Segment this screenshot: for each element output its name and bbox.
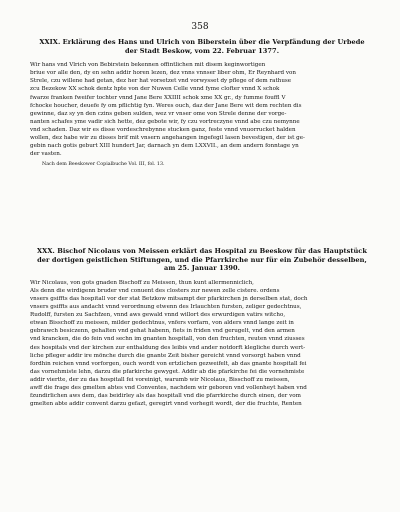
body-line: gewinne, daz sy yn den czins geben sulden, wez vr vnser ome von Strele denne der vorge- [30,110,287,117]
document-xxix-title-text-1: Erklärung des Hans und Ulrich von Biberstein über die Verpfändung der Urbede [62,38,365,46]
document-xxix [30,38,374,167]
page-number: 358 [191,22,209,32]
document-xxx-title-line-1 [30,247,374,256]
document-xxx-number: XXX. [37,247,55,255]
document-xxix-number: XXIX. [39,38,61,46]
body-line: gebrawch besiczenn, gehalten vnd gehat habenn, fiets in friden vnd gerugelt, vnd den armen [30,328,295,335]
document-xxx-title-line-3: am 25. Januar 1390. [164,264,240,273]
document-xxx-body [30,279,374,409]
body-line: fchocke houcher, deuefe fy om pflichtig fyn. Weres ouch, daz der Jane Bere wit dem rechten dis [30,102,302,109]
body-line: Wir hans vnd Vlrich von Bebirstein bekennen offintlichen mit disem keginwortigen [30,62,266,69]
document-xxx-title-line-2: der dortigen geistlichen Stiftungen, und die Pfarrkirche nur für ein Zubehör desselben, [37,255,367,264]
body-line: des hospitals vnd der kirchen zur enthaldung des leibis vnd ander notdorft klegliche durch wert- [30,344,306,351]
document-xxix-title-line-1 [30,38,374,47]
body-line: der vasten. [30,151,62,158]
body-line: Wir Nicolaus, von gots gnaden Bischoff zu Meissen, thun kunt allermenniclich, [30,279,254,286]
body-line: das vornehmiste lehn, darzu die pfarkirche gewyget. Addir ab die pfarkirche fei die vornehmiste [30,368,305,375]
body-line: zcu Bezekow XX schok dentz hpte von der Nuwen Celle vnnd fyme clofter vnnd X schok [30,86,280,93]
document-xxix-title-line-2: der Stadt Beskow, vom 22. Februar 1377. [124,46,280,55]
body-line: wollen, dez habe wir zu disses brif mit vnsern angehangen ingefegil lasen bevestigen, der ist ge- [30,135,305,142]
document-xxix-body [30,61,374,158]
body-line: gebin nach gotis geburt XIII hundert Jar, darnach yn dem LXXVII., an dem andern fonntage yn [30,143,299,150]
body-line: liche pfleger addir ire mönche durch die gnante Zeit bisher gereicht vnnd vorsorgt haben vnnd [30,352,301,359]
document-xxx-title-text-1: Bischof Nicolaus von Meissen erklärt das Hospital zu Beeskow für das Hauptstück [57,247,367,255]
body-line: briue vor alle den, dy en sehn addir horen lezen, dez vnns vnnser liber ohm, Er Reynhard von [30,70,297,77]
body-line: vnsers gsiffts aus andacht vnnd verordnung etwenn des Irlauchten fursten, zeliger gedechtnus, [30,304,302,311]
body-line: Rudolff, fursten zu Sachfzen, vnnd aws gewald vnnd willort des erwurdigen vatirs witcho, [30,312,286,319]
body-line: fwarze franken fweifer tochter vnnd Jane Bere XXIIII schok xme XX gr., dy fumme fouffl V [30,94,286,101]
body-line: etwan Bisschoff zu meissen, milder gedechtnus, vnfers vorfarn, von alders vnnd lange zeit in [30,320,294,327]
body-line: awff die frage des gmelten abtes vnd Conventes, nachdem wir geboren vnd vollenheyt haben vnd [30,385,307,391]
body-line: fordhin reichen vnnd vorforgen, ouch wordt von ertzlichen gezweifelt, ab das gnante hospitall fei [30,360,307,367]
body-line: vnd krancken, die do fein vnd sechn im gnanten hospitall, von den fruchten, reuten vnnd ziusses [30,336,305,343]
document-xxix-source: Nach dem Beeskower Copialbuche Vol. III, fol. 13. [42,162,165,168]
body-line: gmelten abte addir convent darzu gefazt, geregirt vnnd vorhegit wordt, der die fruchte, Renten [30,401,302,408]
body-line: nanten schafes yme vadir sich hette, dez gebote wir, fy czu vortreczyne vnnd abe czu nemynne [30,118,300,125]
body-line: Strele, czu willene had getan, dez her hat vorsetzet vnd vorwysset dy pflege of dem rathuse [30,78,292,85]
body-line: fzundirlichen aws dem, das beidirley als das hospitall vnd die pfarrkirche durch einen, der vom [30,393,301,400]
document-xxx-heading [30,247,374,273]
body-line: vnsers gsiffts das hospitall vor der stat Betzkow mitsampt der pfarkirchen jn derselben stat, doch [30,295,308,302]
body-line: addir viertte, der zu das hospitall fei voreinigt, warumb wir Nicolaus, Bisschoff zu meissen, [30,376,290,383]
document-xxix-heading [30,38,374,55]
body-line: vnd schaden. Daz wir es disse vordeschrebynne stucken ganz, feste vnnd vnuorrucket halden [30,126,296,133]
body-line: Als denn die wirdigenn bruder vnd conuent des closters zur newen zelle cistere. ordens [30,287,280,294]
document-xxx [30,247,374,408]
